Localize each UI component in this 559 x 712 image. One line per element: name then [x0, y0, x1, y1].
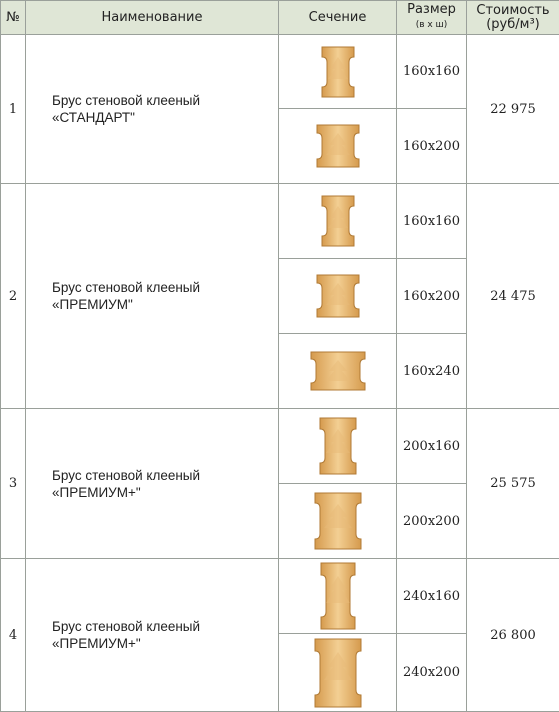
price-cell: 26 800 — [467, 559, 559, 712]
section-cell — [279, 109, 397, 184]
header-size — [397, 1, 467, 35]
product-name-line2: «СТАНДАРТ" — [52, 110, 135, 125]
beam-section-image — [279, 336, 397, 406]
table-row — [1, 409, 559, 484]
beam-section-image — [279, 111, 397, 181]
size-cell: 160х160 — [397, 35, 467, 109]
section-cell — [279, 184, 397, 259]
size-cell: 160х200 — [397, 109, 467, 184]
product-name-line2: «ПРЕМИУМ+" — [52, 636, 141, 651]
price-cell: 22 975 — [467, 35, 559, 184]
header-section: Сечение — [279, 1, 397, 35]
beam-section-image — [279, 37, 397, 107]
beam-section-image — [279, 636, 397, 710]
product-name — [26, 35, 279, 184]
product-name-line1: Брус стеновой клееный — [52, 468, 200, 483]
header-cost — [467, 1, 559, 35]
header-size-label: Размер — [407, 2, 456, 17]
header-size-sub: (в х ш) — [416, 20, 448, 30]
beam-section-image — [279, 560, 397, 632]
row-num: 1 — [1, 35, 26, 184]
section-cell — [279, 409, 397, 484]
header-cost-label: Стоимость — [476, 3, 549, 18]
product-name-line1: Брус стеновой клееный — [52, 619, 200, 634]
section-cell — [279, 634, 397, 712]
size-cell: 200х200 — [397, 484, 467, 559]
beam-section-image — [279, 486, 397, 556]
section-cell — [279, 259, 397, 334]
table-row — [1, 184, 559, 259]
row-num: 4 — [1, 559, 26, 712]
beam-section-image — [279, 411, 397, 481]
product-name — [26, 409, 279, 559]
size-cell: 240х160 — [397, 559, 467, 634]
header-name: Наименование — [26, 1, 279, 35]
size-cell: 240х200 — [397, 634, 467, 712]
beam-section-image — [279, 261, 397, 331]
product-name — [26, 559, 279, 712]
header-num: № — [1, 1, 26, 35]
section-cell — [279, 35, 397, 109]
product-name-line1: Брус стеновой клееный — [52, 280, 200, 295]
product-name-line1: Брус стеновой клееный — [52, 93, 200, 108]
size-cell: 160х200 — [397, 259, 467, 334]
product-name-line2: «ПРЕМИУМ" — [52, 297, 133, 312]
product-name-line2: «ПРЕМИУМ+" — [52, 485, 141, 500]
table-row — [1, 559, 559, 634]
size-cell: 200х160 — [397, 409, 467, 484]
beam-section-image — [279, 186, 397, 256]
size-cell: 160х240 — [397, 334, 467, 409]
table-row — [1, 35, 559, 109]
price-cell: 24 475 — [467, 184, 559, 409]
row-num: 2 — [1, 184, 26, 409]
header-cost-sub: (руб/м³) — [486, 17, 540, 32]
section-cell — [279, 484, 397, 559]
row-num: 3 — [1, 409, 26, 559]
price-cell: 25 575 — [467, 409, 559, 559]
product-name — [26, 184, 279, 409]
size-cell: 160х160 — [397, 184, 467, 259]
section-cell — [279, 334, 397, 409]
section-cell — [279, 559, 397, 634]
